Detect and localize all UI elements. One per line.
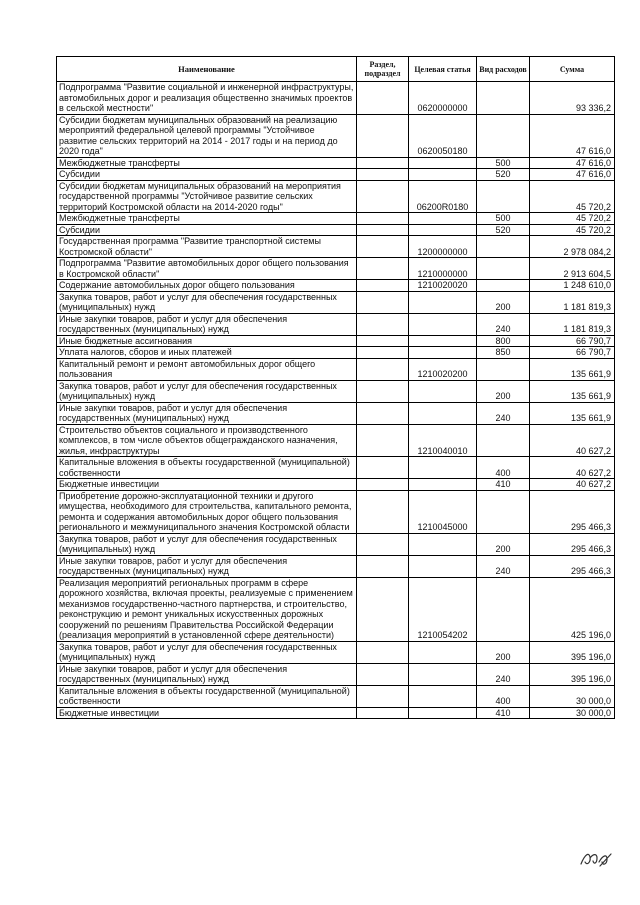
sum-cell: 135 661,9 xyxy=(530,380,615,402)
sum-cell: 295 466,3 xyxy=(530,490,615,533)
name-cell: Государственная программа "Развитие транспортной системы Костромской области" xyxy=(57,236,357,258)
section-cell xyxy=(357,479,409,491)
table-row xyxy=(57,577,615,641)
section-cell xyxy=(357,641,409,663)
name-cell: Закупка товаров, работ и услуг для обеспечения государственных (муниципальных) нужд xyxy=(57,641,357,663)
name-cell: Содержание автомобильных дорог общего пользования xyxy=(57,280,357,292)
table-row xyxy=(57,291,615,313)
section-cell xyxy=(357,280,409,292)
name-cell: Межбюджетные трансферты xyxy=(57,157,357,169)
sum-cell: 295 466,3 xyxy=(530,555,615,577)
target-cell xyxy=(409,313,477,335)
target-cell: 1210040010 xyxy=(409,424,477,457)
target-cell: 1210020200 xyxy=(409,358,477,380)
section-cell xyxy=(357,347,409,359)
section-cell xyxy=(357,380,409,402)
section-cell xyxy=(357,169,409,181)
type-cell xyxy=(477,490,530,533)
type-cell xyxy=(477,114,530,157)
type-cell: 520 xyxy=(477,169,530,181)
section-cell xyxy=(357,490,409,533)
type-cell xyxy=(477,180,530,213)
table-row xyxy=(57,707,615,719)
sum-cell: 1 181 819,3 xyxy=(530,291,615,313)
header-sum: Сумма xyxy=(530,57,615,82)
name-cell: Бюджетные инвестиции xyxy=(57,707,357,719)
name-cell: Иные бюджетные ассигнования xyxy=(57,335,357,347)
section-cell xyxy=(357,291,409,313)
type-cell: 850 xyxy=(477,347,530,359)
section-cell xyxy=(357,236,409,258)
table-row xyxy=(57,82,615,115)
section-cell xyxy=(357,213,409,225)
target-cell: 0620050180 xyxy=(409,114,477,157)
table-row xyxy=(57,335,615,347)
section-cell xyxy=(357,114,409,157)
name-cell: Закупка товаров, работ и услуг для обеспечения государственных (муниципальных) нужд xyxy=(57,533,357,555)
table-row xyxy=(57,663,615,685)
type-cell: 500 xyxy=(477,157,530,169)
table-row xyxy=(57,224,615,236)
table-row xyxy=(57,236,615,258)
sum-cell: 40 627,2 xyxy=(530,457,615,479)
type-cell: 240 xyxy=(477,663,530,685)
type-cell: 500 xyxy=(477,213,530,225)
table-row xyxy=(57,490,615,533)
type-cell: 200 xyxy=(477,291,530,313)
section-cell xyxy=(357,180,409,213)
type-cell xyxy=(477,424,530,457)
target-cell xyxy=(409,707,477,719)
name-cell: Подпрограмма "Развитие социальной и инженерной инфраструктуры, автомобильных дорог и реализация общественно значимых проектов в сельской местности" xyxy=(57,82,357,115)
sum-cell: 135 661,9 xyxy=(530,402,615,424)
section-cell xyxy=(357,663,409,685)
target-cell: 1210020020 xyxy=(409,280,477,292)
target-cell xyxy=(409,685,477,707)
sum-cell: 425 196,0 xyxy=(530,577,615,641)
table-row xyxy=(57,402,615,424)
section-cell xyxy=(357,533,409,555)
sum-cell: 30 000,0 xyxy=(530,707,615,719)
header-section: Раздел, подраздел xyxy=(357,57,409,82)
sum-cell: 40 627,2 xyxy=(530,479,615,491)
type-cell: 520 xyxy=(477,224,530,236)
header-target: Целевая статья xyxy=(409,57,477,82)
target-cell: 0620000000 xyxy=(409,82,477,115)
name-cell: Капитальные вложения в объекты государственной (муниципальной) собственности xyxy=(57,685,357,707)
name-cell: Закупка товаров, работ и услуг для обеспечения государственных (муниципальных) нужд xyxy=(57,380,357,402)
type-cell xyxy=(477,358,530,380)
table-row xyxy=(57,641,615,663)
target-cell: 1210000000 xyxy=(409,258,477,280)
sum-cell: 66 790,7 xyxy=(530,347,615,359)
table-row xyxy=(57,347,615,359)
name-cell: Капитальные вложения в объекты государственной (муниципальной) собственности xyxy=(57,457,357,479)
section-cell xyxy=(357,157,409,169)
target-cell: 1210045000 xyxy=(409,490,477,533)
name-cell: Капитальный ремонт и ремонт автомобильных дорог общего пользования xyxy=(57,358,357,380)
table-row xyxy=(57,258,615,280)
type-cell xyxy=(477,236,530,258)
table-row xyxy=(57,555,615,577)
target-cell xyxy=(409,157,477,169)
header-type: Вид расходов xyxy=(477,57,530,82)
target-cell xyxy=(409,663,477,685)
table-row xyxy=(57,380,615,402)
table-row xyxy=(57,169,615,181)
sum-cell: 93 336,2 xyxy=(530,82,615,115)
sum-cell: 66 790,7 xyxy=(530,335,615,347)
target-cell xyxy=(409,402,477,424)
table-body xyxy=(57,82,615,719)
name-cell: Реализация мероприятий региональных программ в сфере дорожного хозяйства, включая проекты, реализуемые с применением механизмов государственно-частного партнерства, и строительство, реконструкцию и ремонт уникальных искусственных дорожных сооружений по решениям Правительства Российской Федерации (реализация мероприятий в установленной сфере деятельности) xyxy=(57,577,357,641)
section-cell xyxy=(357,258,409,280)
type-cell: 400 xyxy=(477,685,530,707)
section-cell xyxy=(357,224,409,236)
header-name: Наименование xyxy=(57,57,357,82)
table-row xyxy=(57,114,615,157)
name-cell: Субсидии бюджетам муниципальных образований на реализацию мероприятий федеральной целевой программы "Устойчивое развитие сельских территорий на 2014 - 2017 годы и на период до 2020 года" xyxy=(57,114,357,157)
name-cell: Иные закупки товаров, работ и услуг для обеспечения государственных (муниципальных) нужд xyxy=(57,402,357,424)
table-row xyxy=(57,180,615,213)
name-cell: Иные закупки товаров, работ и услуг для обеспечения государственных (муниципальных) нужд xyxy=(57,313,357,335)
table-header-row xyxy=(57,57,615,82)
type-cell: 410 xyxy=(477,707,530,719)
section-cell xyxy=(357,402,409,424)
target-cell xyxy=(409,479,477,491)
sum-cell: 1 248 610,0 xyxy=(530,280,615,292)
name-cell: Уплата налогов, сборов и иных платежей xyxy=(57,347,357,359)
sum-cell: 47 616,0 xyxy=(530,169,615,181)
section-cell xyxy=(357,313,409,335)
target-cell xyxy=(409,347,477,359)
sum-cell: 45 720,2 xyxy=(530,180,615,213)
sum-cell: 30 000,0 xyxy=(530,685,615,707)
type-cell xyxy=(477,82,530,115)
name-cell: Подпрограмма "Развитие автомобильных дорог общего пользования в Костромской области" xyxy=(57,258,357,280)
sum-cell: 395 196,0 xyxy=(530,641,615,663)
sum-cell: 2 978 084,2 xyxy=(530,236,615,258)
table-row xyxy=(57,280,615,292)
sum-cell: 295 466,3 xyxy=(530,533,615,555)
section-cell xyxy=(357,685,409,707)
table-row xyxy=(57,313,615,335)
target-cell: 1200000000 xyxy=(409,236,477,258)
sum-cell: 40 627,2 xyxy=(530,424,615,457)
budget-table-sheet xyxy=(56,56,614,719)
table-row xyxy=(57,685,615,707)
table-row xyxy=(57,358,615,380)
target-cell xyxy=(409,169,477,181)
type-cell: 800 xyxy=(477,335,530,347)
name-cell: Закупка товаров, работ и услуг для обеспечения государственных (муниципальных) нужд xyxy=(57,291,357,313)
name-cell: Приобретение дорожно-эксплуатационной техники и другого имущества, необходимого для строительства, капитального ремонта, ремонта и содержания автомобильных дорог общего пользования регионального и межмуниципального значения Костромской области xyxy=(57,490,357,533)
type-cell: 200 xyxy=(477,380,530,402)
sum-cell: 1 181 819,3 xyxy=(530,313,615,335)
name-cell: Иные закупки товаров, работ и услуг для обеспечения государственных (муниципальных) нужд xyxy=(57,555,357,577)
sum-cell: 395 196,0 xyxy=(530,663,615,685)
target-cell: 06200R0180 xyxy=(409,180,477,213)
section-cell xyxy=(357,555,409,577)
type-cell: 240 xyxy=(477,313,530,335)
budget-table xyxy=(56,56,615,719)
name-cell: Иные закупки товаров, работ и услуг для обеспечения государственных (муниципальных) нужд xyxy=(57,663,357,685)
section-cell xyxy=(357,424,409,457)
target-cell xyxy=(409,457,477,479)
target-cell xyxy=(409,380,477,402)
type-cell: 200 xyxy=(477,641,530,663)
target-cell xyxy=(409,555,477,577)
name-cell: Строительство объектов социального и производственного комплексов, в том числе объектов общегражданского назначения, жилья, инфраструктуры xyxy=(57,424,357,457)
table-row xyxy=(57,533,615,555)
target-cell xyxy=(409,213,477,225)
section-cell xyxy=(357,82,409,115)
sum-cell: 45 720,2 xyxy=(530,213,615,225)
handwritten-page-number-icon xyxy=(578,848,614,870)
name-cell: Межбюджетные трансферты xyxy=(57,213,357,225)
section-cell xyxy=(357,707,409,719)
table-row xyxy=(57,479,615,491)
type-cell: 240 xyxy=(477,555,530,577)
name-cell: Бюджетные инвестиции xyxy=(57,479,357,491)
name-cell: Субсидии xyxy=(57,169,357,181)
target-cell xyxy=(409,224,477,236)
sum-cell: 135 661,9 xyxy=(530,358,615,380)
type-cell: 410 xyxy=(477,479,530,491)
target-cell xyxy=(409,291,477,313)
target-cell xyxy=(409,641,477,663)
sum-cell: 47 616,0 xyxy=(530,114,615,157)
table-row xyxy=(57,213,615,225)
target-cell xyxy=(409,533,477,555)
target-cell xyxy=(409,335,477,347)
type-cell: 200 xyxy=(477,533,530,555)
section-cell xyxy=(357,358,409,380)
type-cell: 240 xyxy=(477,402,530,424)
section-cell xyxy=(357,577,409,641)
type-cell xyxy=(477,280,530,292)
table-row xyxy=(57,424,615,457)
sum-cell: 45 720,2 xyxy=(530,224,615,236)
target-cell: 1210054202 xyxy=(409,577,477,641)
table-row xyxy=(57,157,615,169)
type-cell: 400 xyxy=(477,457,530,479)
table-row xyxy=(57,457,615,479)
section-cell xyxy=(357,457,409,479)
type-cell xyxy=(477,577,530,641)
sum-cell: 47 616,0 xyxy=(530,157,615,169)
section-cell xyxy=(357,335,409,347)
sum-cell: 2 913 604,5 xyxy=(530,258,615,280)
name-cell: Субсидии xyxy=(57,224,357,236)
type-cell xyxy=(477,258,530,280)
name-cell: Субсидии бюджетам муниципальных образований на мероприятия государственной программы "Устойчивое развитие сельских территорий Костромской области на 2014-2020 годы" xyxy=(57,180,357,213)
